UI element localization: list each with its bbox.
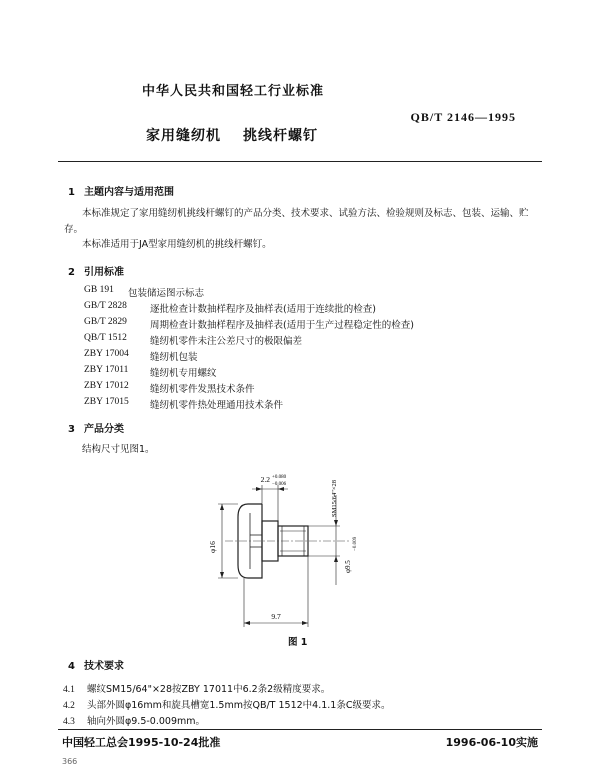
requirement-text: 轴向外圆φ9.5-0.009mm。 [87,716,206,727]
section-1-paragraph-2: 本标准适用于JA型家用缝纫机的挑线杆螺钉。 [82,239,272,250]
ref-text: 缝纫机零件发黑技术条件 [150,384,255,395]
document-title [146,125,318,145]
section-1-number: 1 [68,187,75,198]
section-3-paragraph: 结构尺寸见图1。 [82,444,155,455]
section-4-number: 4 [68,661,75,672]
section-2-title: 引用标准 [84,267,124,278]
section-1-title: 主题内容与适用范围 [84,187,174,198]
title-main: 家用缝纫机 [146,128,221,144]
ref-code: GB 191 [84,285,114,295]
header-divider [58,161,542,162]
section-1-paragraph-1: 本标准规定了家用缝纫机挑线杆螺钉的产品分类、技术要求、试验方法、检验规则及标志、包装、运输、贮存。 [64,208,529,235]
dim-shank-diameter: φ9.5 [344,560,352,573]
ref-text: 缝纫机包装 [150,352,198,363]
ref-text: 逐批检查计数抽样程序及抽样表(适用于连续批的检查) [150,304,376,315]
dim-head-diameter: φ16 [208,541,217,553]
ref-text: 缝纫机零件热处理通用技术条件 [150,400,284,411]
ref-code: ZBY 17012 [84,381,129,391]
requirement-item [63,681,330,695]
title-sub: 挑线杆螺钉 [243,128,318,144]
section-1-heading [68,183,174,198]
requirement-item [63,713,205,727]
dim-length: 9.7 [271,612,281,621]
requirement-text: 螺纹SM15/64"×28按ZBY 17011中6.2条2级精度要求。 [87,684,331,695]
ref-code: ZBY 17004 [84,349,129,359]
requirement-number: 4.2 [63,701,75,711]
section-3-heading [68,420,124,435]
section-3-number: 3 [68,424,75,435]
section-2-number: 2 [68,267,75,278]
figure-caption: 图 1 [288,637,308,648]
issuing-organization: 中华人民共和国轻工行业标准 [142,84,325,99]
footer-divider [58,729,542,730]
section-3-title: 产品分类 [84,424,124,435]
section-2-heading [68,263,124,278]
dim-thread-spec: SM15/64"×28 [331,479,338,517]
dim-top-value: 2.2 [260,475,270,484]
ref-text: 包装储运图示标志 [128,288,205,299]
ref-text: 缝纫机零件未注公差尺寸的极限偏差 [150,336,303,347]
ref-code: GB/T 2829 [84,317,127,327]
ref-code: ZBY 17015 [84,397,129,407]
requirement-number: 4.3 [63,717,75,727]
requirement-item [63,697,390,711]
approval-date: 中国轻工总会1995-10-24批准 [62,736,221,749]
dim-top-upper-tolerance: +0.080 [272,475,287,480]
ref-text: 缝纫机专用螺纹 [150,368,217,379]
ref-code: ZBY 17011 [84,365,129,375]
ref-code: GB/T 2828 [84,301,127,311]
requirement-number: 4.1 [63,685,75,695]
ref-code: QB/T 1512 [84,333,127,343]
screw-drawing [190,455,380,635]
dim-top-lower-tolerance: −0.006 [272,482,287,487]
requirement-text: 头部外圆φ16mm和旋具槽宽1.5mm按QB/T 1512中4.1.1条C级要求。 [87,700,391,711]
section-4-heading [68,657,124,672]
ref-text: 周期检查计数抽样程序及抽样表(适用于生产过程稳定性的检查) [150,320,414,331]
dim-shank-tolerance: −0.009 [353,536,358,551]
section-4-title: 技术要求 [84,661,124,672]
implementation-date: 1996-06-10实施 [445,736,538,749]
standard-code: QB/T 2146—1995 [410,110,516,124]
page-number: 366 [62,757,78,766]
